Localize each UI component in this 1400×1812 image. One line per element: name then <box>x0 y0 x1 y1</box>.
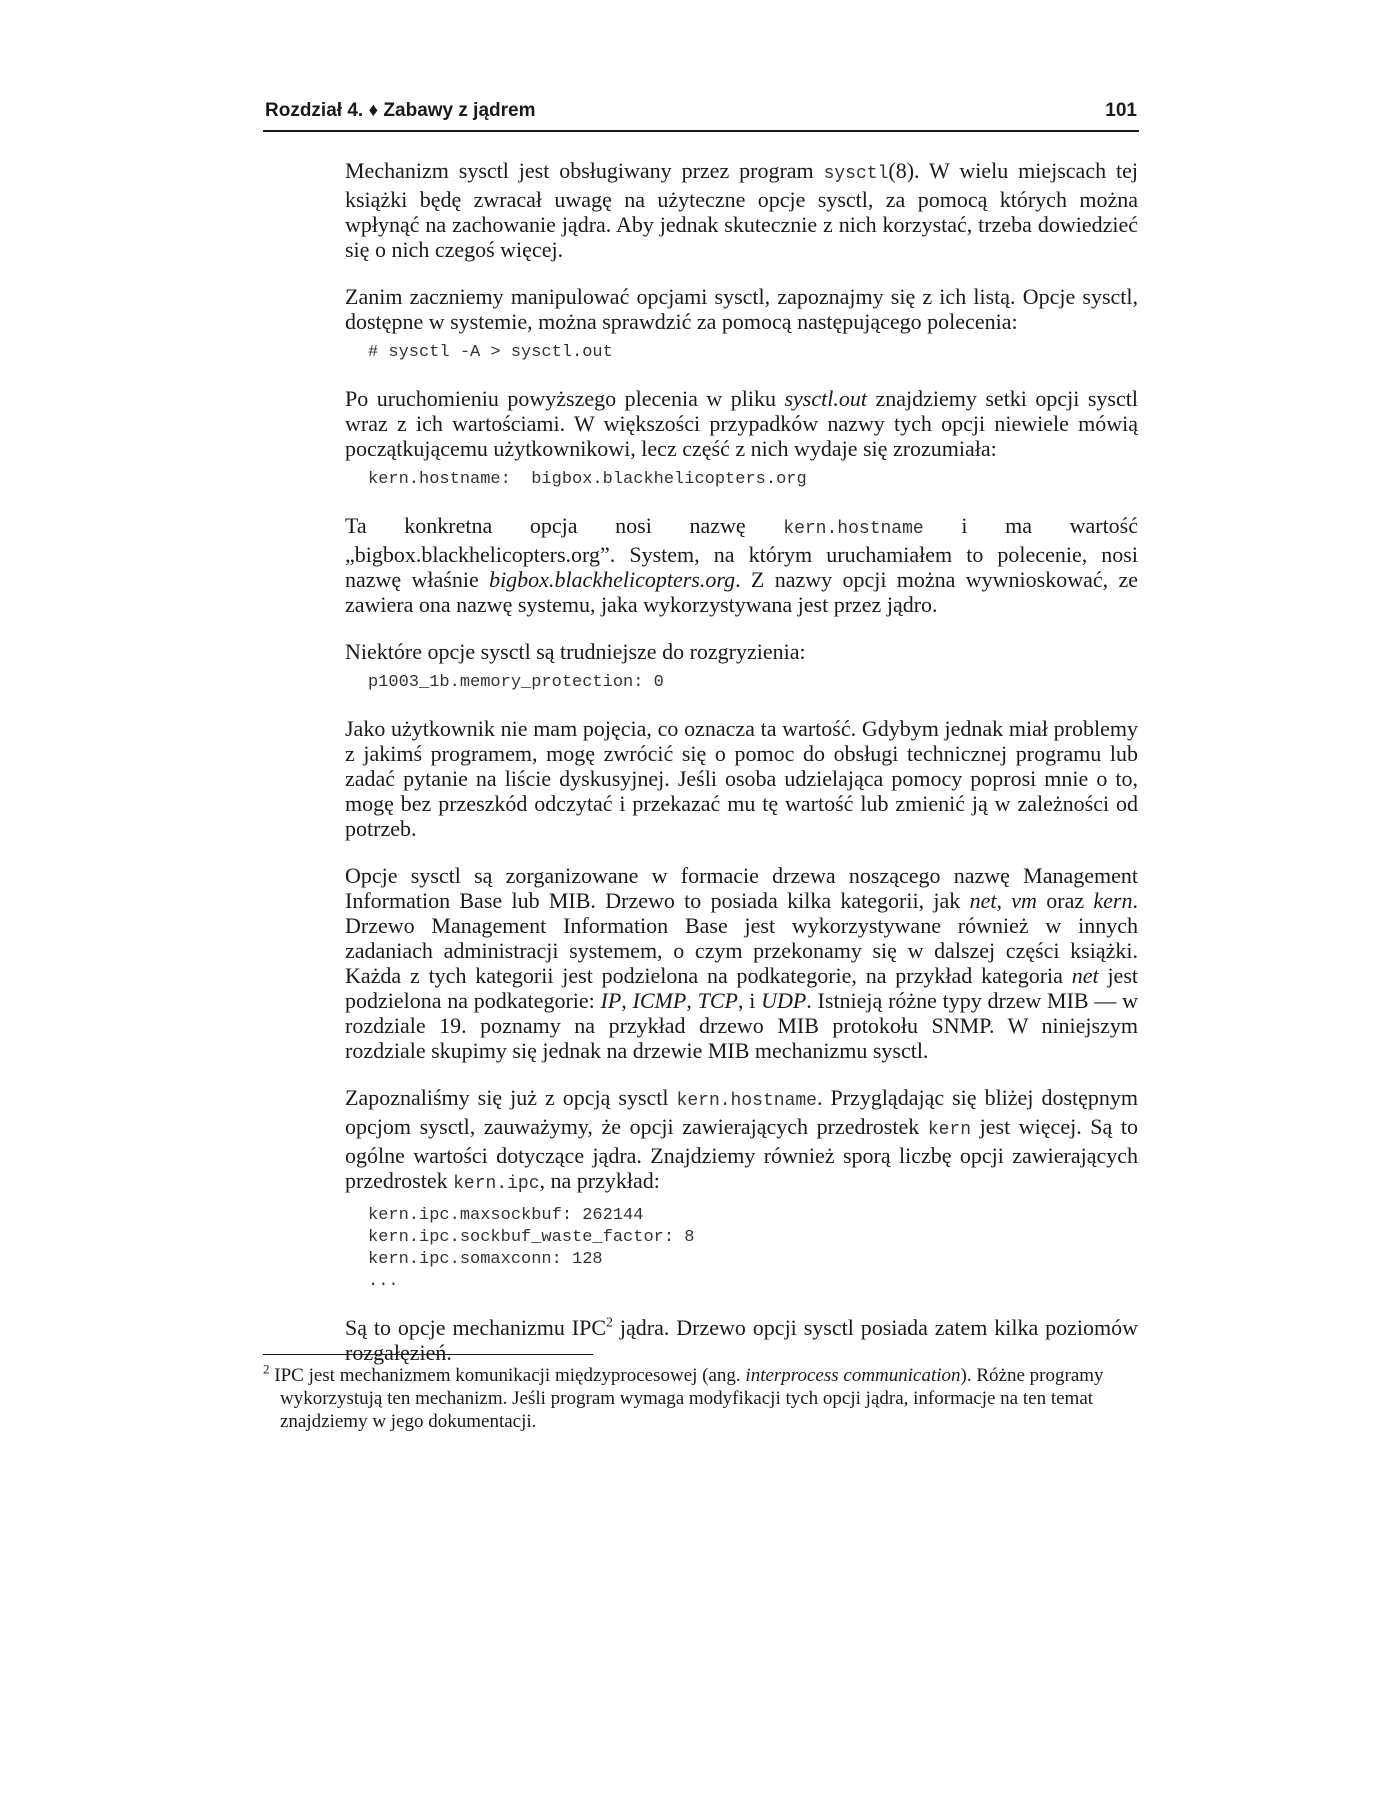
emphasis: vm <box>1011 888 1037 913</box>
text-run: , na przykład: <box>539 1168 660 1193</box>
paragraph-6: Jako użytkownik nie mam pojęcia, co oznacza ta wartość. Gdybym jednak miał problemy z jakimś programem, mogę zwrócić się o pomoc do obsługi technicznej programu lub zadać pytanie na liście dyskusyjnej. Jeśli osoba udzielająca pomocy poprosi mnie o to, mogę bez przeszkód odczytać i przekazać mu tę wartość lub zmienić ją w zależności od potrzeb. <box>345 716 1138 841</box>
emphasis: interprocess communication <box>745 1365 961 1386</box>
emphasis: UDP <box>761 988 807 1013</box>
text-run: , <box>996 888 1012 913</box>
text-run: i ma wartość „bigbox.blackhelicopters.org”. System, na którym uruchamiałem to polecenie, nosi nazwę właśnie <box>345 513 1139 592</box>
emphasis: sysctl.out <box>784 386 867 411</box>
text-run: , i <box>737 988 762 1013</box>
text-run: , <box>686 988 698 1013</box>
paragraph-4 <box>345 513 1138 617</box>
chapter-title: Rozdział 4. ♦ Zabawy z jądrem <box>265 100 536 121</box>
code-line: kern.hostname: bigbox.blackhelicopters.org <box>368 470 807 489</box>
emphasis: net <box>1071 963 1099 988</box>
emphasis: kern <box>1093 888 1133 913</box>
text-run: . Z nazwy opcji można wywnioskować, ze zawiera ona nazwę systemu, jaka wykorzystywana jest przez jądro. <box>345 567 1138 617</box>
page-number: 101 <box>1105 100 1137 121</box>
paragraph-5: Niektóre opcje sysctl są trudniejsze do rozgryzienia: <box>345 639 806 664</box>
footnote <box>263 1361 1139 1433</box>
text-run: Mechanizm sysctl jest obsługiwany przez program <box>345 158 824 183</box>
text-run: jest więcej. Są to ogólne wartości dotyczące jądra. Znajdziemy również sporą liczbę opcji zawierających przedrostek <box>345 1114 1138 1193</box>
text-run: (8). W wielu miejscach tej książki będę zwracał uwagę na użyteczne opcje sysctl, za pomocą których można wpłynąć na zachowanie jądra. Aby jednak skutecznie z nich korzystać, trzeba dowiedzieć się o nich czegoś więcej. <box>345 158 1138 262</box>
text-run: Zapoznaliśmy się już z opcją sysctl <box>345 1085 677 1110</box>
text-run: . Przyglądając się bliżej dostępnym opcjom sysctl, zauważymy, że opcji zawierających przedrostek <box>345 1085 1138 1139</box>
text-run: , <box>621 988 633 1013</box>
text-run: Ta konkretna opcja nosi nazwę <box>345 513 784 538</box>
text-run: jest podzielona na podkategorie: <box>345 963 1138 1013</box>
code-line: # sysctl -A > sysctl.out <box>368 343 613 362</box>
footnote-body <box>263 1361 1139 1433</box>
emphasis: ICMP <box>632 988 687 1013</box>
paragraph-3 <box>345 386 1138 461</box>
text-run: oraz <box>1036 888 1094 913</box>
emphasis: TCP <box>697 988 738 1013</box>
code-line: p1003_1b.memory_protection: 0 <box>368 673 664 692</box>
footnote-reference: 2 <box>606 1315 613 1331</box>
code-block-3 <box>368 672 1138 694</box>
paragraph-8 <box>345 1085 1138 1197</box>
emphasis: bigbox.blackhelicopters.org <box>489 567 736 592</box>
inline-code: kern.ipc <box>453 1174 540 1194</box>
text-run: Po uruchomieniu powyższego plecenia w pliku <box>345 386 785 411</box>
emphasis: net <box>969 888 997 913</box>
text-run: . Drzewo Management Information Base jest wykorzystywane również w innych zadaniach administracji systemem, o czym przekonamy się w dalszej części książki. Każda z tych kategorii jest podzielona na podkategorie, na przykład kategoria <box>345 888 1138 988</box>
inline-code: kern.hostname <box>676 1091 817 1111</box>
inline-code: kern.hostname <box>783 519 924 539</box>
code-block-4 <box>368 1205 1138 1293</box>
code-line: ... <box>368 1272 399 1291</box>
inline-code: kern <box>927 1120 972 1140</box>
code-line: kern.ipc.somaxconn: 128 <box>368 1250 603 1269</box>
emphasis: IP <box>600 988 622 1013</box>
inline-code: sysctl <box>823 164 889 184</box>
main-text <box>345 158 1138 1387</box>
text-run: Opcje sysctl są zorganizowane w formacie drzewa noszącego nazwę Management Information Base lub MIB. Drzewo to posiada kilka kategorii, jak <box>345 863 1138 913</box>
text-run: ). Różne programy wykorzystują ten mechanizm. Jeśli program wymaga modyfikacji tych opcji jądra, informacje na ten temat znajdziemy w jego dokumentacji. <box>280 1365 1104 1432</box>
footnote-mark: 2 <box>263 1361 270 1377</box>
code-block-2 <box>368 469 1138 491</box>
text-run: . Istnieją różne typy drzew MIB — w rozdziale 19. poznamy na przykład drzewo MIB protokołu SNMP. W niniejszym rozdziale skupimy się jednak na drzewie MIB mechanizmu sysctl. <box>345 988 1139 1063</box>
code-block-1 <box>368 342 1138 364</box>
footnote-separator <box>263 1354 593 1355</box>
text-run: IPC jest mechanizmem komunikacji międzyprocesowej (ang. <box>269 1365 746 1386</box>
paragraph-2: Zanim zaczniemy manipulować opcjami sysctl, zapoznajmy się z ich listą. Opcje sysctl, dostępne w systemie, można sprawdzić za pomocą następującego polecenia: <box>345 284 1138 334</box>
text-run: Są to opcje mechanizmu IPC <box>345 1315 606 1340</box>
text-run: jądra. Drzewo opcji sysctl posiada zatem kilka poziomów rozgałęzień. <box>345 1315 1138 1365</box>
code-line: kern.ipc.sockbuf_waste_factor: 8 <box>368 1228 695 1247</box>
code-line: kern.ipc.maxsockbuf: 262144 <box>368 1206 644 1225</box>
paragraph-7 <box>345 863 1138 1063</box>
text-run: znajdziemy setki opcji sysctl wraz z ich wartościami. W większości przypadków nazwy tych opcji niewiele mówią początkującemu użytkownikowi, lecz część z nich wydaje się zrozumiała: <box>345 386 1138 461</box>
paragraph-1 <box>345 158 1138 262</box>
paragraph-9 <box>345 1315 1138 1365</box>
running-header <box>263 98 1139 132</box>
